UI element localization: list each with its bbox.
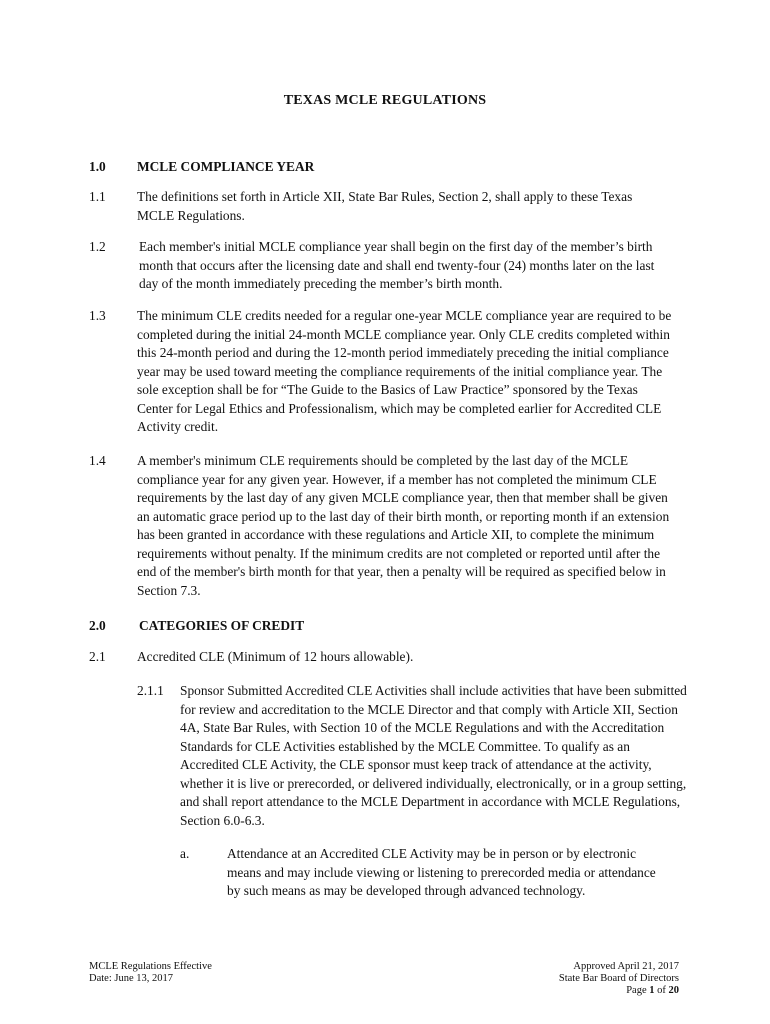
section-text: Sponsor Submitted Accredited CLE Activities shall include activities that have been submitted for review and accreditation to the MCLE Director and that comply with Article XII, Section 4A, State Bar Rules, with Section 10 of the MCLE Regulations and with the Accreditation Standards for CLE Activities established by the MCLE Committee. To qualify as an Accredited CLE Activity, the CLE sponsor must keep track of attendance at the activity, whether it is live or prerecorded, or delivered individually, electronically, or in a group setting, and shall report attendance to the MCLE Department in accordance with MCLE Regulations, Section 6.0-6.3. xyxy=(180,683,687,828)
section-number: 1.4 xyxy=(89,453,106,468)
page-of: of xyxy=(654,984,669,996)
section-number: 2.0 xyxy=(89,618,106,633)
footer-right-line1: Approved April 21, 2017 xyxy=(573,961,679,972)
page-prefix: Page xyxy=(626,984,650,996)
list-item-marker: a. xyxy=(180,846,190,861)
section-number: 2.1.1 xyxy=(137,683,164,698)
section-text: The definitions set forth in Article XII, State Bar Rules, Section 2, shall apply to these Texas MCLE Regulations. xyxy=(137,189,633,223)
section-number: 1.2 xyxy=(89,239,106,254)
section-text: The minimum CLE credits needed for a regular one-year MCLE compliance year are required to be completed during the initial 24-month MCLE compliance year. Only CLE credits completed within this 24-month period and during the 12-month period immediately preceding the initial compliance year may be used toward meeting the compliance requirements of the initial compliance year. The sole exception shall be for “The Guide to the Basics of Law Practice” sponsored by the Texas Center for Legal Ethics and Professionalism, which may be completed earlier for Accredited CLE Activity credit. xyxy=(137,308,672,434)
page-number xyxy=(559,985,679,997)
page-total: 20 xyxy=(668,984,679,996)
section-text: MCLE COMPLIANCE YEAR xyxy=(137,159,315,174)
section-text: Accredited CLE (Minimum of 12 hours allowable). xyxy=(137,649,414,664)
section-text: Each member's initial MCLE compliance year shall begin on the first day of the member’s birth month that occurs after the licensing date and shall end twenty-four (24) months later on the last day of the month immediately preceding the member’s birth month. xyxy=(139,239,655,291)
footer-approval xyxy=(559,961,679,996)
section-number: 1.0 xyxy=(89,159,106,174)
section-number: 1.1 xyxy=(89,189,106,204)
footer-effective-date xyxy=(89,961,212,985)
footer-left-line2: Date: June 13, 2017 xyxy=(89,972,173,984)
section-text: A member's minimum CLE requirements should be completed by the last day of the MCLE compliance year for any given year. However, if a member has not completed the minimum CLE requirements by the last day of any given MCLE compliance year, then that member shall be given an automatic grace period up to the last day of their birth month, or reporting month if an extension has been granted in accordance with these regulations and Article XII, to complete the minimum requirements without penalty. If the minimum credits are not completed or reported until after the end of the member's birth month for that year, then a penalty will be required as specified below in Section 7.3. xyxy=(137,453,670,598)
footer-left-line1: MCLE Regulations Effective xyxy=(89,961,212,972)
section-number: 2.1 xyxy=(89,649,106,664)
section-text: Attendance at an Accredited CLE Activity may be in person or by electronic means and may include viewing or listening to prerecorded media or attendance by such means as may be developed through advanced technology. xyxy=(227,846,656,898)
footer-right-line2: State Bar Board of Directors xyxy=(558,972,679,984)
document-title: TEXAS MCLE REGULATIONS xyxy=(283,93,487,108)
section-number: 1.3 xyxy=(89,308,106,323)
page-current: 1 xyxy=(649,984,655,996)
section-text: CATEGORIES OF CREDIT xyxy=(139,618,305,633)
